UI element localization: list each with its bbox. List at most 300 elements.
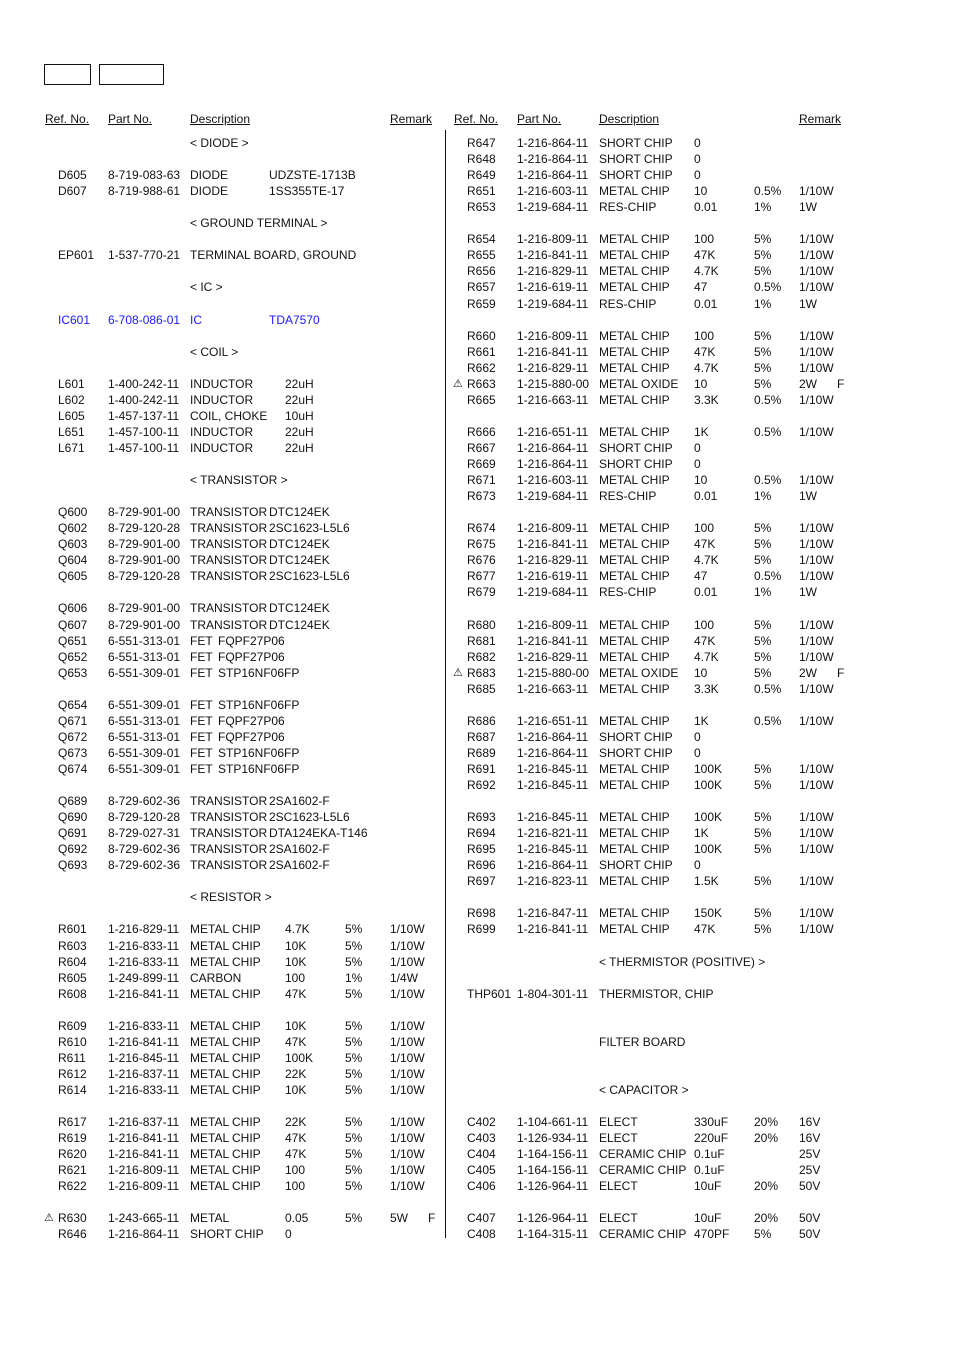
part-no: 1-216-829-11 bbox=[108, 922, 180, 937]
part-row bbox=[0, 857, 954, 873]
part-no: 1-804-301-11 bbox=[517, 986, 589, 1001]
part-no: 1-216-864-11 bbox=[108, 1227, 180, 1242]
part-row bbox=[0, 745, 954, 761]
ref-no: R657 bbox=[467, 280, 496, 295]
part-no: 1-215-880-00 bbox=[517, 665, 590, 680]
rating: 1/10W bbox=[799, 248, 834, 263]
ref-no: Q673 bbox=[58, 745, 88, 760]
part-no: 8-729-120-28 bbox=[108, 810, 181, 825]
rating: 50V bbox=[799, 1179, 821, 1194]
rating: 1/10W bbox=[799, 617, 834, 632]
ref-no: C402 bbox=[467, 1115, 496, 1130]
description: METAL CHIP bbox=[599, 906, 670, 921]
value: 47K bbox=[694, 633, 716, 648]
part-row bbox=[0, 1034, 954, 1050]
value: DTC124EK bbox=[269, 537, 330, 552]
ref-no: Q652 bbox=[58, 649, 88, 664]
part-no: 1-216-829-11 bbox=[517, 649, 589, 664]
part-row bbox=[0, 970, 954, 986]
ref-no: L671 bbox=[58, 440, 85, 455]
description: INDUCTOR bbox=[190, 376, 254, 391]
part-no: 1-215-880-00 bbox=[517, 376, 590, 391]
value: 0 bbox=[694, 136, 701, 150]
tolerance: 5% bbox=[754, 665, 772, 680]
description: METAL CHIP bbox=[599, 553, 670, 568]
value: 0.01 bbox=[694, 200, 718, 215]
value: FQPF27P06 bbox=[218, 713, 285, 728]
ref-no: Q693 bbox=[58, 858, 88, 873]
ref-no: R617 bbox=[58, 1115, 87, 1130]
part-no: 1-243-665-11 bbox=[108, 1211, 180, 1226]
part-no: 8-719-988-61 bbox=[108, 184, 181, 199]
part-no: 1-216-603-11 bbox=[517, 184, 589, 199]
part-no: 1-126-934-11 bbox=[517, 1131, 589, 1146]
rating: 1/10W bbox=[799, 264, 834, 279]
ref-no: R680 bbox=[467, 617, 496, 632]
value: 0 bbox=[285, 1227, 292, 1242]
ref-no: R665 bbox=[467, 392, 496, 407]
description: TRANSISTOR bbox=[190, 569, 268, 584]
part-no: 1-216-833-11 bbox=[108, 938, 180, 953]
ref-no: Q690 bbox=[58, 810, 88, 825]
part-row bbox=[0, 344, 954, 360]
ref-no: R669 bbox=[467, 457, 496, 471]
tolerance: 1% bbox=[754, 296, 772, 311]
rating: 1W bbox=[799, 296, 817, 311]
tolerance: 5% bbox=[754, 264, 772, 279]
tolerance: 1% bbox=[754, 200, 772, 215]
description: METAL CHIP bbox=[599, 826, 670, 841]
ref-no: Q605 bbox=[58, 569, 88, 584]
rating: 50V bbox=[799, 1211, 821, 1226]
part-no: 1-216-809-11 bbox=[108, 1163, 180, 1178]
description: METAL CHIP bbox=[599, 392, 670, 407]
value: STP16NF06FP bbox=[218, 745, 300, 760]
part-no: 1-216-651-11 bbox=[517, 713, 589, 728]
part-no: 1-216-829-11 bbox=[517, 264, 589, 279]
value: 10 bbox=[694, 184, 708, 199]
ref-no: R622 bbox=[58, 1179, 87, 1194]
tolerance: 5% bbox=[345, 986, 363, 1001]
part-row bbox=[0, 1162, 954, 1178]
section-heading: < TRANSISTOR > bbox=[190, 473, 288, 488]
part-row bbox=[0, 809, 954, 825]
part-no: 1-216-841-11 bbox=[108, 1131, 180, 1146]
description: METAL bbox=[190, 1211, 230, 1226]
rating: 1/10W bbox=[799, 473, 834, 488]
tolerance: 5% bbox=[345, 1034, 363, 1049]
ref-no: R661 bbox=[467, 344, 496, 359]
ref-no: C404 bbox=[467, 1147, 496, 1162]
value: 10 bbox=[694, 473, 708, 488]
part-row bbox=[0, 825, 954, 841]
rating: 2W bbox=[799, 376, 817, 391]
value: 0.01 bbox=[694, 585, 718, 600]
ref-no: R675 bbox=[467, 537, 496, 552]
description: TRANSISTOR bbox=[190, 505, 268, 520]
description: CERAMIC CHIP bbox=[599, 1163, 687, 1178]
ref-no: Q602 bbox=[58, 521, 88, 536]
ref-no: Q671 bbox=[58, 713, 88, 728]
tolerance: 20% bbox=[754, 1115, 779, 1130]
rating: 1/10W bbox=[799, 810, 834, 825]
rating: 1/10W bbox=[799, 569, 834, 584]
part-no: 8-729-901-00 bbox=[108, 505, 181, 520]
rating: 1/10W bbox=[799, 344, 834, 359]
ref-no: R666 bbox=[467, 424, 496, 439]
description: METAL CHIP bbox=[599, 633, 670, 648]
ref-no: Q689 bbox=[58, 794, 88, 809]
part-row bbox=[0, 247, 954, 263]
description: SHORT CHIP bbox=[599, 136, 673, 150]
part-no: 1-216-837-11 bbox=[108, 1115, 180, 1130]
tolerance: 5% bbox=[345, 1147, 363, 1162]
part-no: 1-216-864-11 bbox=[517, 858, 589, 873]
ref-no: R692 bbox=[467, 778, 496, 792]
ref-no: L602 bbox=[58, 392, 85, 407]
part-row bbox=[0, 296, 954, 312]
ref-no: R655 bbox=[467, 248, 496, 263]
description: TRANSISTOR bbox=[190, 601, 268, 616]
part-no: 8-729-120-28 bbox=[108, 521, 181, 536]
value: 150K bbox=[694, 906, 723, 921]
part-row bbox=[0, 231, 954, 247]
value: FQPF27P06 bbox=[218, 649, 285, 664]
tolerance: 5% bbox=[754, 922, 772, 937]
rating: 1/10W bbox=[390, 1050, 425, 1065]
tolerance: 5% bbox=[754, 521, 772, 536]
tolerance: 5% bbox=[345, 1018, 363, 1033]
description: METAL CHIP bbox=[190, 1082, 261, 1097]
part-no: 1-216-837-11 bbox=[108, 1066, 180, 1081]
description: METAL CHIP bbox=[190, 1018, 261, 1033]
description: METAL CHIP bbox=[599, 649, 670, 664]
ref-no: R689 bbox=[467, 745, 496, 760]
ref-no: R653 bbox=[467, 200, 496, 215]
value: 10K bbox=[285, 1018, 307, 1033]
part-no: 1-216-864-11 bbox=[517, 745, 589, 760]
part-row bbox=[0, 1066, 954, 1082]
part-row bbox=[0, 1114, 954, 1130]
rating: 25V bbox=[799, 1163, 821, 1178]
description: METAL CHIP bbox=[599, 280, 670, 295]
tolerance: 5% bbox=[345, 922, 363, 937]
part-no: 1-216-864-11 bbox=[517, 168, 589, 183]
rating: 1/10W bbox=[799, 521, 834, 536]
part-no: 1-216-833-11 bbox=[108, 954, 180, 969]
rating: 1/10W bbox=[390, 1147, 425, 1162]
description: SHORT CHIP bbox=[190, 1227, 264, 1242]
ref-no: R693 bbox=[467, 810, 496, 825]
part-no: 1-216-841-11 bbox=[517, 537, 589, 552]
rating: 1W bbox=[799, 200, 817, 215]
part-no: 1-216-809-11 bbox=[517, 521, 589, 536]
model-box bbox=[44, 64, 91, 85]
value: 10K bbox=[285, 1082, 307, 1097]
ref-no: R648 bbox=[467, 152, 496, 167]
tolerance: 5% bbox=[345, 954, 363, 969]
ref-no: R673 bbox=[467, 489, 496, 504]
part-no: 1-216-809-11 bbox=[517, 617, 589, 632]
ref-no: Q606 bbox=[58, 601, 88, 616]
value: 47K bbox=[285, 1131, 307, 1146]
part-no: 1-537-770-21 bbox=[108, 248, 181, 263]
ref-no: Q604 bbox=[58, 553, 88, 568]
value: STP16NF06FP bbox=[218, 761, 300, 776]
ref-no: R659 bbox=[467, 296, 496, 311]
rating: 1/10W bbox=[390, 938, 425, 953]
value: 100 bbox=[285, 1179, 306, 1194]
rating: 1/10W bbox=[390, 1018, 425, 1033]
part-row bbox=[0, 199, 954, 215]
description: METAL CHIP bbox=[190, 1066, 261, 1081]
ref-no: Q692 bbox=[58, 842, 88, 857]
remark-flag: F bbox=[837, 665, 845, 680]
part-row bbox=[0, 697, 954, 713]
value: 4.7K bbox=[694, 649, 719, 664]
tolerance: 5% bbox=[345, 1211, 363, 1226]
part-no: 1-216-841-11 bbox=[108, 986, 180, 1001]
description: METAL CHIP bbox=[599, 184, 670, 199]
description: METAL CHIP bbox=[190, 1034, 261, 1049]
value: 10 bbox=[694, 376, 708, 391]
part-row bbox=[0, 536, 954, 552]
tolerance: 0.5% bbox=[754, 392, 782, 407]
section-heading: < COIL > bbox=[190, 344, 239, 359]
part-row bbox=[0, 1082, 954, 1098]
description: SHORT CHIP bbox=[599, 168, 673, 183]
part-row bbox=[0, 729, 954, 745]
header-ref-left: Ref. No. bbox=[45, 112, 90, 126]
ref-no: R621 bbox=[58, 1163, 87, 1178]
part-no: 6-551-313-01 bbox=[108, 713, 181, 728]
rating: 1/10W bbox=[799, 424, 834, 439]
part-row bbox=[0, 938, 954, 954]
description: METAL CHIP bbox=[599, 810, 670, 825]
part-no: 1-216-809-11 bbox=[108, 1179, 180, 1194]
description: SHORT CHIP bbox=[599, 152, 673, 167]
ref-no: R603 bbox=[58, 938, 87, 953]
value: 100K bbox=[694, 842, 723, 857]
part-row bbox=[0, 761, 954, 777]
ref-no: R619 bbox=[58, 1131, 87, 1146]
description: TRANSISTOR bbox=[190, 521, 268, 536]
description: RES-CHIP bbox=[599, 296, 657, 311]
rating: 1/10W bbox=[799, 761, 834, 776]
tolerance: 1% bbox=[754, 585, 772, 600]
part-row bbox=[0, 456, 954, 472]
rating: 1/10W bbox=[799, 360, 834, 375]
value: 100 bbox=[694, 232, 715, 247]
part-row bbox=[0, 183, 954, 199]
ref-no: R612 bbox=[58, 1066, 87, 1081]
rating: 1/10W bbox=[390, 1179, 425, 1194]
rating: 1/10W bbox=[799, 553, 834, 568]
value: 10uH bbox=[285, 408, 314, 423]
description: CERAMIC CHIP bbox=[599, 1227, 687, 1242]
part-no: 1-216-864-11 bbox=[517, 152, 589, 167]
value: 100 bbox=[694, 617, 715, 632]
ref-no: R614 bbox=[58, 1082, 87, 1097]
ref-no: R610 bbox=[58, 1034, 87, 1049]
description: METAL CHIP bbox=[599, 232, 670, 247]
tolerance: 5% bbox=[754, 617, 772, 632]
rating: 1/10W bbox=[390, 1034, 425, 1049]
tolerance: 5% bbox=[754, 826, 772, 841]
value: 4.7K bbox=[285, 922, 310, 937]
value: 100K bbox=[285, 1050, 314, 1065]
tolerance: 5% bbox=[754, 344, 772, 359]
ref-no: Q653 bbox=[58, 665, 88, 680]
tolerance: 20% bbox=[754, 1131, 779, 1146]
part-no: 1-457-100-11 bbox=[108, 440, 180, 455]
description: TRANSISTOR bbox=[190, 553, 268, 568]
tolerance: 5% bbox=[754, 376, 772, 391]
tolerance: 0.5% bbox=[754, 713, 782, 728]
ref-no: R604 bbox=[58, 954, 87, 969]
description: SHORT CHIP bbox=[599, 440, 673, 455]
tolerance: 0.5% bbox=[754, 280, 782, 295]
ref-no: C403 bbox=[467, 1131, 496, 1146]
part-row bbox=[0, 312, 954, 328]
part-no: 1-216-841-11 bbox=[517, 922, 589, 937]
rating: 1/10W bbox=[390, 1066, 425, 1081]
description: DIODE bbox=[190, 168, 229, 183]
tolerance: 5% bbox=[345, 1066, 363, 1081]
part-row bbox=[0, 905, 954, 921]
value: 47K bbox=[285, 986, 307, 1001]
part-no: 8-719-083-63 bbox=[108, 168, 181, 183]
ref-no: R694 bbox=[467, 826, 496, 841]
description: ELECT bbox=[599, 1131, 638, 1146]
description: CERAMIC CHIP bbox=[599, 1147, 687, 1162]
rating: 1/10W bbox=[799, 649, 834, 664]
description: METAL CHIP bbox=[190, 938, 261, 953]
description: METAL CHIP bbox=[190, 922, 261, 937]
description: DIODE bbox=[190, 184, 229, 199]
part-row bbox=[0, 633, 954, 649]
part-no: 1-216-864-11 bbox=[517, 136, 589, 150]
description: TERMINAL BOARD, GROUND bbox=[190, 248, 357, 263]
part-row bbox=[0, 488, 954, 504]
part-row bbox=[0, 408, 954, 424]
part-no: 1-216-864-11 bbox=[517, 440, 589, 455]
ref-no: L651 bbox=[58, 424, 85, 439]
section-heading: FILTER BOARD bbox=[599, 1034, 686, 1049]
ref-no: C406 bbox=[467, 1179, 496, 1194]
part-no: 8-729-120-28 bbox=[108, 569, 181, 584]
description: FET bbox=[190, 761, 213, 776]
description: CARBON bbox=[190, 970, 242, 985]
part-no: 1-216-809-11 bbox=[517, 232, 589, 247]
part-no: 1-216-841-11 bbox=[517, 344, 589, 359]
part-no: 1-216-847-11 bbox=[517, 906, 589, 921]
part-no: 1-457-137-11 bbox=[108, 408, 180, 423]
value: 22uH bbox=[285, 440, 314, 455]
description: IC bbox=[190, 312, 202, 327]
part-no: 8-729-602-36 bbox=[108, 858, 181, 873]
tolerance: 0.5% bbox=[754, 424, 782, 439]
header-part-right: Part No. bbox=[517, 112, 562, 126]
tolerance: 5% bbox=[754, 874, 772, 889]
tolerance: 5% bbox=[754, 328, 772, 343]
ref-no: C408 bbox=[467, 1227, 496, 1242]
description: METAL CHIP bbox=[190, 1147, 261, 1162]
part-no: 1-400-242-11 bbox=[108, 392, 180, 407]
ref-no: Q607 bbox=[58, 617, 88, 632]
value: 10K bbox=[285, 938, 307, 953]
part-no: 6-551-313-01 bbox=[108, 633, 181, 648]
value: 22K bbox=[285, 1066, 307, 1081]
value: 2SC1623-L5L6 bbox=[269, 521, 350, 536]
part-no: 8-729-602-36 bbox=[108, 794, 181, 809]
part-row bbox=[0, 954, 954, 970]
ref-no: R685 bbox=[467, 681, 496, 696]
part-no: 1-216-845-11 bbox=[517, 810, 589, 825]
rating: 16V bbox=[799, 1115, 821, 1130]
description: METAL CHIP bbox=[599, 521, 670, 536]
value: 100 bbox=[285, 970, 306, 985]
description: FET bbox=[190, 649, 213, 664]
value: 47K bbox=[694, 537, 716, 552]
ref-no: R697 bbox=[467, 874, 496, 889]
description: ELECT bbox=[599, 1211, 638, 1226]
part-no: 1-216-841-11 bbox=[517, 633, 589, 648]
tolerance: 20% bbox=[754, 1211, 779, 1226]
ref-no: R695 bbox=[467, 842, 496, 857]
part-no: 1-216-651-11 bbox=[517, 424, 589, 439]
rating: 1/10W bbox=[799, 537, 834, 552]
part-row bbox=[0, 135, 954, 151]
value: 100 bbox=[694, 521, 715, 536]
description: SHORT CHIP bbox=[599, 858, 673, 873]
rating: 1/10W bbox=[799, 184, 834, 199]
rating: 1W bbox=[799, 585, 817, 600]
value: DTC124EK bbox=[269, 505, 330, 520]
part-row bbox=[0, 167, 954, 183]
safety-warning-icon: ⚠ bbox=[44, 1212, 54, 1225]
description: TRANSISTOR bbox=[190, 810, 268, 825]
description: METAL CHIP bbox=[599, 344, 670, 359]
ref-no: R683 bbox=[467, 665, 496, 680]
description: METAL CHIP bbox=[190, 986, 261, 1001]
rating: 1/10W bbox=[799, 681, 834, 696]
description: SHORT CHIP bbox=[599, 745, 673, 760]
ref-no: R699 bbox=[467, 922, 496, 937]
tolerance: 5% bbox=[345, 1131, 363, 1146]
description: COIL, CHOKE bbox=[190, 408, 268, 423]
part-no: 1-216-864-11 bbox=[517, 457, 589, 471]
value: 47 bbox=[694, 569, 708, 584]
tolerance: 5% bbox=[754, 906, 772, 921]
description: FET bbox=[190, 713, 213, 728]
value: 0 bbox=[694, 440, 701, 455]
part-row bbox=[0, 279, 954, 295]
section-heading: < GROUND TERMINAL > bbox=[190, 216, 328, 231]
value: 0 bbox=[694, 152, 701, 167]
rating: 16V bbox=[799, 1131, 821, 1146]
ref-no: R611 bbox=[58, 1050, 86, 1065]
part-no: 8-729-602-36 bbox=[108, 842, 181, 857]
tolerance: 5% bbox=[754, 537, 772, 552]
value: 2SA1602-F bbox=[269, 794, 330, 809]
description: RES-CHIP bbox=[599, 200, 657, 215]
description: TRANSISTOR bbox=[190, 537, 268, 552]
part-row bbox=[0, 584, 954, 600]
part-row bbox=[0, 1146, 954, 1162]
part-no: 6-551-309-01 bbox=[108, 745, 181, 760]
value: STP16NF06FP bbox=[218, 697, 300, 712]
